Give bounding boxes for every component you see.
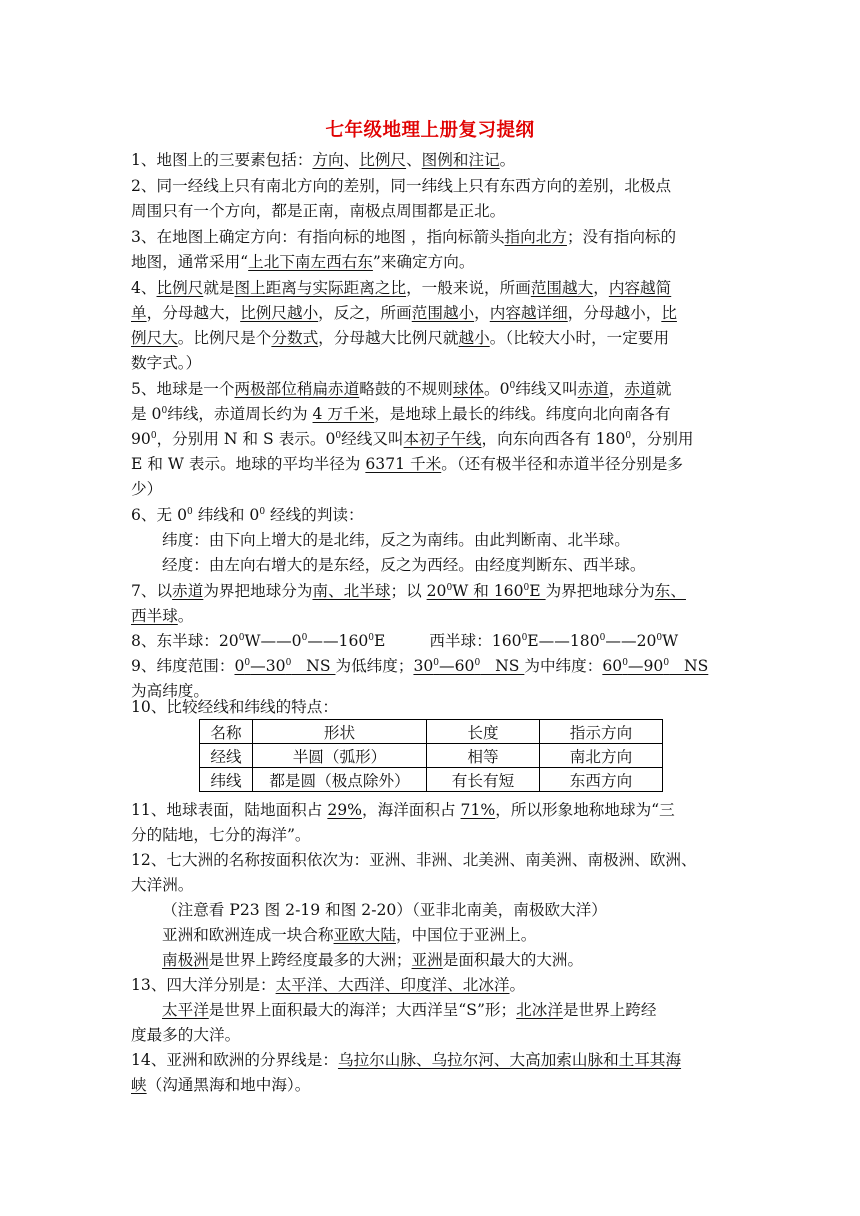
underlined-term: 上北下南左西右东 [248, 253, 373, 271]
text: 。（还有极半径和赤道半径分别是多 [441, 455, 683, 473]
item-10-line: 10、比较经线和纬线的特点： [131, 698, 338, 716]
text: ， [608, 380, 625, 398]
text: 是面积最大的大洲。 [442, 951, 584, 969]
degree-mark: 0 [244, 658, 251, 668]
table-cell: 经线 [200, 744, 253, 768]
text: 60 [602, 657, 623, 675]
text: ”来确定方向。 [372, 253, 475, 271]
table-row [200, 768, 663, 792]
text: 1、地图上的三要素包括： [131, 151, 313, 169]
item-9-line-1 [131, 656, 708, 676]
text: 是世界上跨经度最多的大洲； [208, 951, 412, 969]
degree-mark: 0 [474, 658, 481, 668]
underlined-term: 内容越简 [608, 279, 672, 297]
underlined-term: 内容越详细 [489, 304, 568, 322]
text: ， [474, 304, 490, 322]
table-header-cell: 形状 [253, 720, 427, 744]
text: ；以 [390, 582, 427, 600]
text: ，海洋面积占 [362, 801, 461, 819]
underlined-term: 南、北半球 [312, 582, 391, 600]
underlined-term: 赤道 [624, 380, 656, 398]
table-cell: 南北方向 [540, 744, 663, 768]
text: W——0 [244, 632, 302, 650]
degree-mark: 0 [625, 431, 632, 441]
text: ，分母越小， [567, 304, 662, 322]
text: 就 [655, 380, 672, 398]
text: ，分母越大比例尺就 [318, 329, 459, 347]
item-4-line-2 [131, 303, 677, 323]
text: 。 [177, 607, 194, 625]
table-header-cell: 指示方向 [540, 720, 663, 744]
text: （沟通黑海和地中海）。 [146, 1076, 311, 1094]
text: 为低纬度； [335, 657, 414, 675]
degree-mark: 0 [656, 633, 663, 643]
text: ——20 [605, 632, 657, 650]
text: 。 [509, 976, 526, 994]
text: 西半球：160 [429, 632, 522, 650]
item-7-line-1 [131, 581, 686, 601]
meridian-parallel-table [199, 719, 663, 792]
degree-mark: 0 [285, 658, 292, 668]
item-12-line-4 [162, 925, 536, 945]
underlined-term: 峡 [131, 1076, 147, 1094]
item-2-line-1: 2、同一经线上只有南北方向的差别，同一纬线上只有东西方向的差别，北极点 [131, 177, 672, 195]
degree-mark: 0 [335, 431, 342, 441]
text: 14、亚洲和欧洲的分界线是： [131, 1051, 338, 1069]
item-12-line-5 [162, 950, 583, 970]
item-5-line-3 [131, 429, 694, 449]
text: E 和 W 表示。地球的平均半径为 [131, 455, 366, 473]
item-12-line-3: （注意看 P23 图 2-19 和图 2-20）（亚非北南美，南极欧大洋） [162, 901, 607, 919]
text: 纬线和 0 [192, 506, 260, 524]
underlined-term: 图上距离与实际距离之比 [234, 279, 407, 297]
text: 。 [499, 151, 516, 169]
text: 经线又叫 [341, 430, 404, 448]
text: 地图，通常采用“ [131, 253, 249, 271]
degree-mark: 0 [187, 507, 193, 517]
underlined-term [234, 657, 335, 675]
degree-mark: 0 [301, 633, 308, 643]
underlined-term: 北冰洋 [516, 1001, 563, 1019]
degree-mark: 0 [622, 658, 628, 668]
degree-mark: 0 [150, 431, 157, 441]
text: —90 [627, 657, 664, 675]
underlined-term: 例尺大 [131, 329, 178, 347]
text: 、 [406, 151, 422, 169]
item-8-line [131, 631, 678, 651]
text: E [374, 632, 386, 650]
page-title: 七年级地理上册复习提纲 [325, 120, 535, 141]
underlined-term: 比例尺 [359, 151, 407, 169]
text: W 和 160 [452, 582, 524, 600]
underlined-term: 范围越大 [530, 279, 594, 297]
text: NS [291, 657, 336, 675]
underlined-term: 范围越小 [411, 304, 475, 322]
underlined-term: 比例尺越小 [240, 304, 319, 322]
text: 是 0 [131, 405, 162, 423]
text: —60 [439, 657, 475, 675]
item-11-line-1 [131, 800, 675, 820]
text: 3、在地图上确定方向：有指向标的地图 ，指向标箭头 [131, 228, 505, 246]
underlined-term: 亚欧大陆 [333, 926, 396, 944]
underlined-term: 29% [327, 801, 363, 819]
text: 90 [131, 430, 151, 448]
text: 4、 [131, 279, 157, 297]
degree-mark: 0 [599, 633, 606, 643]
text: W [662, 632, 679, 650]
table-header-cell: 长度 [427, 720, 540, 744]
text: 纬线，赤道周长约为 [167, 405, 313, 423]
text: 7、以 [131, 582, 173, 600]
text: —30 [250, 657, 286, 675]
text: NS [480, 657, 525, 675]
underlined-term: 6371 千米 [365, 455, 442, 473]
underlined-term: 太平洋、大西洋、印度洋、北冰洋 [275, 976, 510, 994]
underlined-term: 太平洋 [162, 1001, 209, 1019]
text: ，是地球上最长的纬线。纬度向北向南各有 [374, 405, 671, 423]
item-4-line-1 [131, 278, 671, 298]
text: 9、纬度范围： [131, 657, 235, 675]
item-13-line-3: 度最多的大洋。 [131, 1026, 241, 1044]
underlined-term: 赤道 [577, 380, 609, 398]
text: 6、无 0 [131, 506, 187, 524]
underlined-term: 单 [131, 304, 147, 322]
underlined-term: 指向北方 [504, 228, 567, 246]
underlined-term: 分数式 [271, 329, 319, 347]
text: 20 [426, 582, 447, 600]
underlined-term [602, 657, 708, 675]
degree-mark: 0 [433, 658, 440, 668]
underlined-term: 两极部位稍扁赤道 [234, 380, 360, 398]
text: 13、四大洋分别是： [131, 976, 276, 994]
table-cell: 半圆（弧形） [253, 744, 427, 768]
underlined-term [413, 657, 524, 675]
text: NS [669, 657, 709, 675]
table-cell: 都是圆（极点除外） [253, 768, 427, 792]
item-11-line-2: 分的陆地，七分的海洋”。 [131, 826, 311, 844]
item-9-line-2: 为高纬度。 [131, 682, 209, 700]
degree-mark: 0 [259, 507, 266, 517]
text: 、 [343, 151, 360, 169]
degree-mark: 0 [446, 583, 453, 593]
text: ——160 [307, 632, 369, 650]
degree-mark: 0 [663, 658, 670, 668]
item-5-line-1 [131, 379, 671, 399]
text: ， [593, 279, 609, 297]
text: ，中国位于亚洲上。 [395, 926, 537, 944]
text: 纬线又叫 [515, 380, 578, 398]
text: E——180 [527, 632, 600, 650]
text: ；没有指向标的 [566, 228, 677, 246]
text: 略鼓的不规则 [359, 380, 453, 398]
item-12-line-2: 大洋洲。 [131, 876, 194, 894]
text: 0 [234, 657, 245, 675]
table-header-row [200, 720, 663, 744]
degree-mark: 0 [509, 381, 516, 391]
text: 是世界上面积最大的海洋；大西洋呈“S”形； [208, 1001, 517, 1019]
underlined-term: 本初子午线 [403, 430, 482, 448]
degree-mark: 0 [521, 633, 528, 643]
item-2-line-2: 周围只有一个方向，都是正南，南极点周围都是正北。 [131, 202, 506, 220]
underlined-term: 越小 [458, 329, 490, 347]
item-13-line-2 [162, 1000, 657, 1020]
item-6-line-1 [131, 505, 364, 525]
table-cell: 相等 [427, 744, 540, 768]
text: ，反之，所画 [318, 304, 412, 322]
table-row [200, 744, 663, 768]
item-5-line-2 [131, 404, 671, 424]
underlined-term: 球体 [452, 380, 485, 398]
text: 。（比较大小时，一定要用 [489, 329, 670, 347]
item-1-line [131, 150, 515, 170]
item-3-line-1 [131, 227, 676, 247]
underlined-term: 比例尺 [156, 279, 204, 297]
text: 30 [413, 657, 434, 675]
degree-mark: 0 [368, 633, 375, 643]
degree-mark: 0 [523, 583, 530, 593]
text: E [529, 582, 546, 600]
underlined-term: 东、 [654, 582, 686, 600]
degree-mark: 0 [238, 633, 245, 643]
underlined-term: 南极洲 [162, 951, 209, 969]
item-4-line-4: 数字式。） [131, 354, 202, 372]
item-7-line-2 [131, 606, 193, 626]
item-5-line-5: 少） [131, 480, 163, 498]
underlined-term: 方向 [312, 151, 344, 169]
item-4-line-3 [131, 328, 669, 348]
item-6-line-2: 纬度：由下向上增大的是北纬，反之为南纬。由此判断南、北半球。 [162, 531, 630, 549]
item-13-line-1 [131, 975, 525, 995]
underlined-term: 4 万千米 [312, 405, 375, 423]
underlined-term [427, 582, 546, 600]
item-14-line-1 [131, 1050, 681, 1070]
text: ，所以形象地称地球为“三 [495, 801, 675, 819]
item-6-line-3: 经度：由左向右增大的是东经，反之为西经。由经度判断东、西半球。 [162, 556, 646, 574]
underlined-term: 比 [661, 304, 677, 322]
text: ，分母越大， [146, 304, 241, 322]
text: 就是 [203, 279, 235, 297]
item-3-line-2 [131, 252, 474, 272]
underlined-term: 乌拉尔山脉、乌拉尔河、大高加索山脉和土耳其海 [337, 1051, 682, 1069]
text: ，分别用 N 和 S 表示。0 [156, 430, 336, 448]
text: 为中纬度： [524, 657, 603, 675]
text: 经线的判读： [265, 506, 364, 524]
text: ，向东向西各有 180 [481, 430, 626, 448]
text: ，分别用 [631, 430, 694, 448]
underlined-term: 亚洲 [411, 951, 443, 969]
text: 。比例尺是个 [177, 329, 272, 347]
text: 。0 [484, 380, 510, 398]
text: 是世界上跨经 [562, 1001, 657, 1019]
text: 为界把地球分为 [203, 582, 313, 600]
table-cell: 有长有短 [427, 768, 540, 792]
degree-mark: 0 [161, 406, 168, 416]
table-cell: 东西方向 [540, 768, 663, 792]
table-header-cell: 名称 [200, 720, 253, 744]
table-cell: 纬线 [200, 768, 253, 792]
text: ，一般来说，所画 [406, 279, 531, 297]
underlined-term: 图例和注记 [421, 151, 500, 169]
item-12-line-1: 12、七大洲的名称按面积依次为：亚洲、非洲、北美洲、南美洲、南极洲、欧洲、 [131, 851, 697, 869]
text: 11、地球表面，陆地面积占 [131, 801, 328, 819]
text: 为界把地球分为 [545, 582, 655, 600]
underlined-term: 71% [460, 801, 496, 819]
text: 5、地球是一个 [131, 380, 235, 398]
text: 亚洲和欧洲连成一块合称 [162, 926, 334, 944]
item-5-line-4 [131, 454, 683, 474]
underlined-term: 西半球 [131, 607, 178, 625]
item-14-line-2 [131, 1075, 310, 1095]
underlined-term: 赤道 [172, 582, 204, 600]
text: 8、东半球：20 [131, 632, 239, 650]
